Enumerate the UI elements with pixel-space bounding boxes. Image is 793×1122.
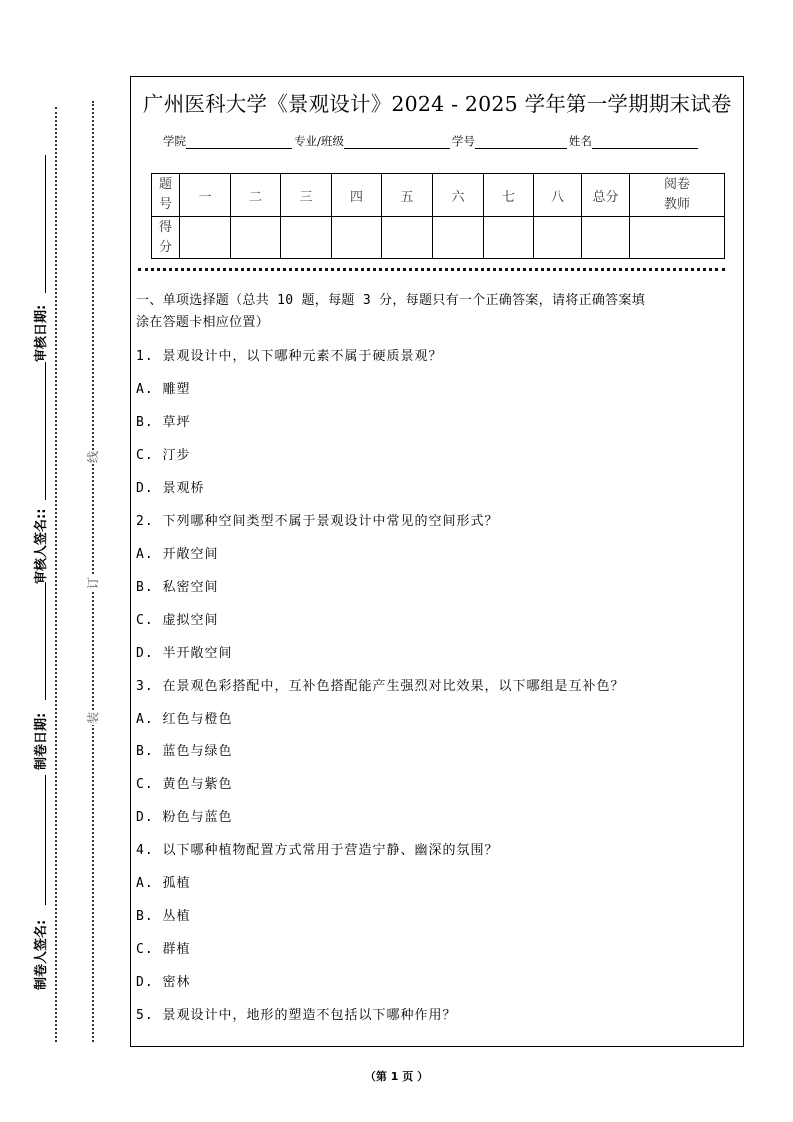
header-char: 得: [158, 219, 172, 235]
option-key: A.: [136, 712, 154, 727]
score-cell[interactable]: [332, 217, 382, 259]
option-text: 丛植: [162, 909, 191, 924]
signature-line: [45, 155, 46, 293]
question-text: 在景观色彩搭配中，互补色搭配能产生强烈对比效果，以下哪组是互补色？: [162, 679, 625, 694]
question-text: 下列哪种空间类型不属于景观设计中常见的空间形式？: [162, 514, 499, 529]
question-text: 景观设计中，地形的塑造不包括以下哪种作用？: [162, 1008, 457, 1023]
option-key: D.: [136, 481, 154, 496]
section-instructions: [136, 290, 736, 334]
option-3c[interactable]: [136, 773, 233, 792]
header-char: 号: [158, 197, 172, 212]
option-1d[interactable]: [136, 477, 205, 496]
option-text: 草坪: [162, 415, 191, 430]
option-1b[interactable]: [136, 411, 191, 430]
question-number: 3.: [136, 679, 154, 694]
maker-signature-label: 制卷人签名:: [34, 919, 49, 990]
question-3: [136, 675, 625, 694]
student-id-field[interactable]: [475, 136, 567, 149]
score-cell[interactable]: [382, 217, 433, 259]
question-text: 景观设计中，以下哪种元素不属于硬质景观？: [162, 349, 443, 364]
section-instructions-line: 涂在答题卡相应位置）: [136, 315, 270, 330]
option-key: B.: [136, 909, 154, 924]
student-id-label: 学号: [451, 134, 475, 148]
exam-frame: [130, 76, 744, 1047]
option-3d[interactable]: [136, 806, 233, 825]
grader-header-line: 阅卷: [663, 177, 690, 192]
option-4d[interactable]: [136, 971, 191, 990]
question-2: [136, 510, 499, 529]
score-cell[interactable]: [180, 217, 231, 259]
option-text: 红色与橙色: [162, 712, 233, 727]
option-key: C.: [136, 777, 154, 792]
option-1a[interactable]: [136, 378, 191, 397]
page-number: （第 1 页 ）: [364, 1070, 429, 1083]
option-key: C.: [136, 613, 154, 628]
option-key: D.: [136, 646, 154, 661]
column-header: 四: [332, 174, 382, 217]
major-class-label: 专业/班级: [294, 134, 344, 148]
header-char: 题: [158, 177, 172, 192]
option-1c[interactable]: [136, 444, 191, 463]
option-key: B.: [136, 744, 154, 759]
option-text: 虚拟空间: [162, 613, 219, 628]
option-key: A.: [136, 547, 154, 562]
college-label: 学院: [163, 134, 186, 148]
college-field[interactable]: [186, 136, 292, 149]
section-instructions-line: 一、单项选择题（总共 10 题，每题 3 分，每题只有一个正确答案，请将正确答案填: [136, 293, 646, 308]
option-text: 群植: [162, 942, 191, 957]
score-cell[interactable]: [484, 217, 534, 259]
signature-line: [45, 362, 46, 500]
option-3a[interactable]: [136, 708, 233, 727]
exam-title: 广州医科大学《景观设计》2024 - 2025 学年第一学期期末试卷: [143, 92, 732, 116]
score-cell[interactable]: [281, 217, 332, 259]
column-header: 八: [534, 174, 582, 217]
section-divider: [138, 268, 725, 271]
option-4c[interactable]: [136, 938, 191, 957]
option-key: D.: [136, 975, 154, 990]
column-header-total: 总分: [582, 174, 630, 217]
question-5: [136, 1004, 457, 1023]
option-key: D.: [136, 810, 154, 825]
score-table-score-row: [152, 217, 725, 259]
maker-date-label: 制卷日期:: [34, 712, 49, 770]
option-text: 景观桥: [162, 481, 205, 496]
column-header: 七: [484, 174, 534, 217]
reviewer-date-label: 审核日期:: [34, 304, 49, 362]
option-2a[interactable]: [136, 543, 219, 562]
binding-dotted-line-outer: [55, 107, 57, 1042]
option-text: 汀步: [162, 448, 191, 463]
option-text: 粉色与蓝色: [162, 810, 233, 825]
signature-line: [45, 582, 46, 700]
option-text: 半开敞空间: [162, 646, 233, 661]
major-class-field[interactable]: [344, 136, 450, 149]
question-number: 4.: [136, 843, 154, 858]
score-table-header-row: [152, 174, 725, 217]
question-number: 2.: [136, 514, 154, 529]
option-text: 开敞空间: [162, 547, 219, 562]
option-text: 私密空间: [162, 580, 219, 595]
option-text: 雕塑: [162, 382, 191, 397]
option-text: 孤植: [162, 876, 191, 891]
header-char: 分: [158, 239, 172, 255]
option-3b[interactable]: [136, 740, 233, 759]
option-text: 黄色与紫色: [162, 777, 233, 792]
option-2d[interactable]: [136, 642, 233, 661]
name-label: 姓名: [568, 134, 592, 148]
option-key: A.: [136, 382, 154, 397]
grader-header-line: 教师: [663, 197, 690, 212]
reviewer-signature-label: 审核人签名::: [34, 508, 49, 584]
option-key: B.: [136, 580, 154, 595]
option-text: 蓝色与绿色: [162, 744, 233, 759]
question-4: [136, 839, 499, 858]
grader-cell[interactable]: [630, 217, 725, 259]
score-cell-total[interactable]: [582, 217, 630, 259]
question-content: [136, 290, 736, 1023]
score-row-header: [152, 217, 180, 259]
signature-line: [45, 775, 46, 905]
name-field[interactable]: [592, 136, 698, 149]
option-key: A.: [136, 876, 154, 891]
column-header: 二: [231, 174, 281, 217]
option-2b[interactable]: [136, 576, 219, 595]
option-4b[interactable]: [136, 905, 191, 924]
binding-char-zhuang: 装: [86, 712, 100, 725]
binding-dotted-line-inner: [92, 101, 94, 1042]
score-table: [151, 173, 725, 259]
option-2c[interactable]: [136, 609, 219, 628]
question-number-header: [152, 174, 180, 217]
option-text: 密林: [162, 975, 191, 990]
score-cell[interactable]: [231, 217, 281, 259]
column-header: 三: [281, 174, 332, 217]
binding-char-xian: 线: [86, 451, 100, 464]
student-info-row: [163, 133, 700, 149]
column-header: 五: [382, 174, 433, 217]
question-text: 以下哪种植物配置方式常用于营造宁静、幽深的氛围？: [162, 843, 499, 858]
score-cell[interactable]: [433, 217, 484, 259]
score-cell[interactable]: [534, 217, 582, 259]
column-header: 六: [433, 174, 484, 217]
option-key: C.: [136, 448, 154, 463]
question-number: 5.: [136, 1008, 154, 1023]
option-4a[interactable]: [136, 872, 191, 891]
option-key: C.: [136, 942, 154, 957]
question-1: [136, 345, 443, 364]
column-header: 一: [180, 174, 231, 217]
option-key: B.: [136, 415, 154, 430]
binding-char-ding: 订: [86, 577, 100, 590]
question-number: 1.: [136, 349, 154, 364]
grader-header: [630, 174, 725, 217]
